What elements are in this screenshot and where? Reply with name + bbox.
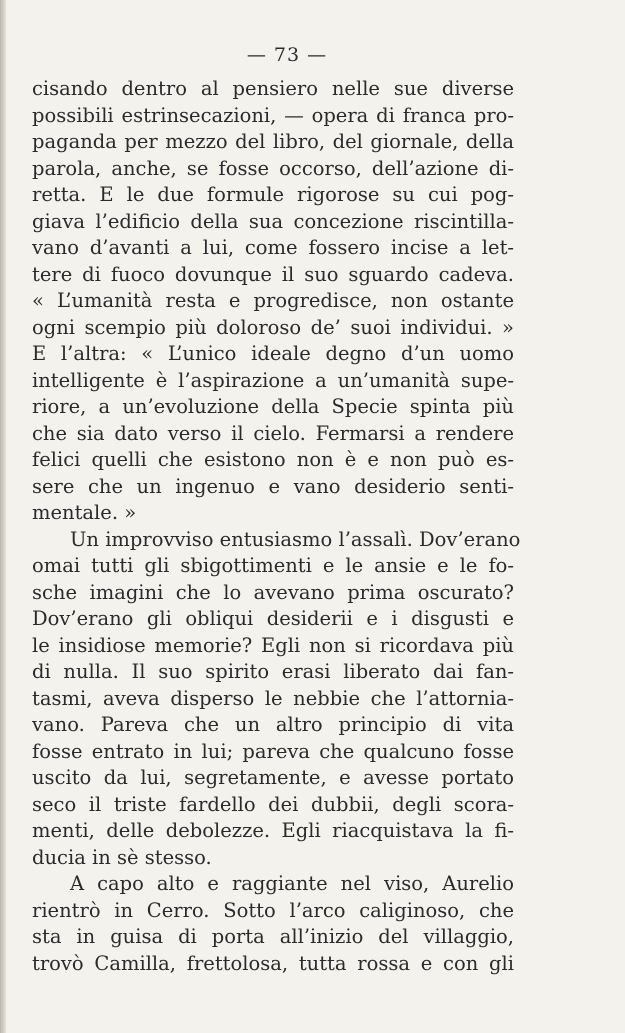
text-line: vano. Pareva che un altro principio di vita xyxy=(32,713,514,736)
text-line: sere che un ingenuo e vano desiderio senti- xyxy=(32,474,514,498)
text-line: A capo alto e raggiante nel viso, Aurelio xyxy=(70,872,514,895)
text-line: sta in guisa di porta all’inizio del villaggio, xyxy=(32,925,514,948)
text-line: felici quelli che esistono non è e non può es- xyxy=(32,448,514,471)
page-number: — 73 — xyxy=(246,44,328,66)
text-line: fosse entrato in lui; pareva che qualcuno fosse xyxy=(32,739,514,763)
text-line: che sia dato verso il cielo. Fermarsi a rendere xyxy=(32,421,514,445)
text-line: riore, a un’evoluzione della Specie spinta più xyxy=(32,395,514,418)
text-line: ducia in sè stesso. xyxy=(32,845,212,869)
text-line: intelligente è l’aspirazione a un’umanità supe- xyxy=(32,368,514,392)
text-line: vano d’avanti a lui, come fossero incise a let- xyxy=(32,236,514,259)
text-line: Un improvviso entusiasmo l’assalì. Dov’erano xyxy=(70,527,521,551)
text-line: giava l’edificio della sua concezione riscintilla- xyxy=(32,209,514,233)
text-line: ogni scempio più doloroso de’ suoi individui. » xyxy=(32,315,514,339)
text-line: possibili estrinsecazioni, — opera di franca pro- xyxy=(32,103,514,127)
text-line: E l’altra: « L’unico ideale degno d’un uomo xyxy=(32,342,514,365)
text-line: Dov’erano gli obliqui desiderii e i disgusti e xyxy=(32,607,514,630)
text-line: seco il triste fardello dei dubbii, degli scora- xyxy=(32,792,514,816)
text-line: mentale. » xyxy=(32,501,137,524)
body-text xyxy=(32,76,521,977)
text-line: parola, anche, se fosse occorso, dell’azione di- xyxy=(32,156,514,180)
text-line: « L’umanità resta e progredisce, non ostante xyxy=(32,289,514,312)
text-line: omai tutti gli sbigottimenti e le ansie e le fo- xyxy=(32,554,514,577)
text-line: tere di fuoco dovunque il suo sguardo cadeva. xyxy=(32,262,514,286)
text-line: uscito da lui, segretamente, e avesse portato xyxy=(32,766,514,789)
text-line: le insidiose memorie? Egli non si ricordava più xyxy=(32,633,514,657)
text-line: cisando dentro al pensiero nelle sue diverse xyxy=(32,77,514,100)
text-line: di nulla. Il suo spirito erasi liberato dai fan- xyxy=(32,660,514,683)
text-line: sche imagini che lo avevano prima oscurato? xyxy=(32,580,514,604)
text-line: tasmi, aveva disperso le nebbie che l’attornia- xyxy=(32,686,514,710)
text-line: menti, delle debolezze. Egli riacquistava la fi- xyxy=(32,819,514,842)
text-line: rientrò in Cerro. Sotto l’arco caliginoso, che xyxy=(32,898,514,922)
text-line: trovò Camilla, frettolosa, tutta rossa e con gli xyxy=(32,951,514,975)
text-line: retta. E le due formule rigorose su cui pog- xyxy=(32,183,514,206)
text-line: paganda per mezzo del libro, del giornale, della xyxy=(32,130,514,153)
